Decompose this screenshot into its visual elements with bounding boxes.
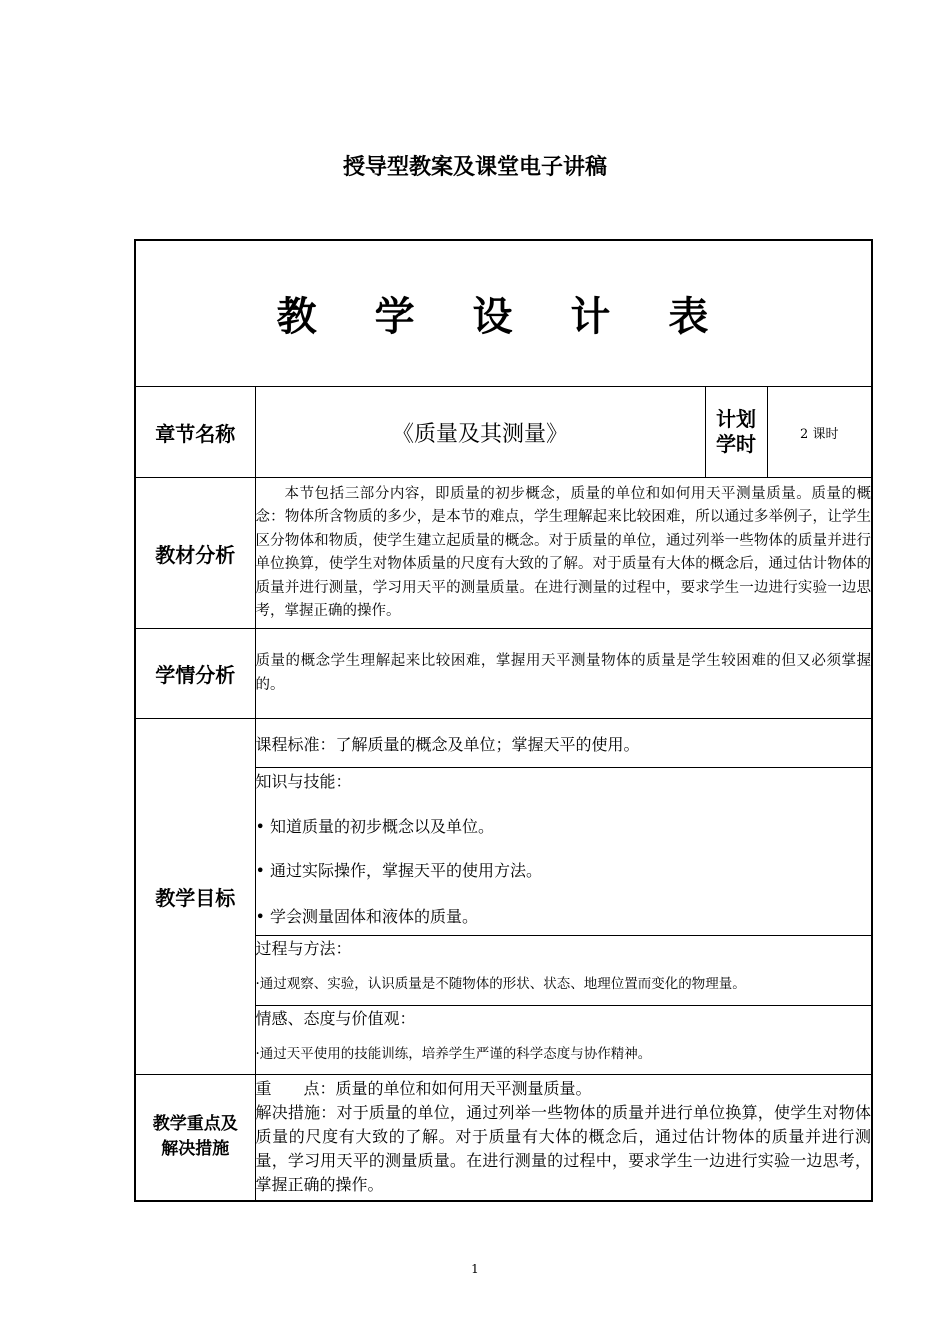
- key-measures: 解决措施：对于质量的单位，通过列举一些物体的质量并进行单位换算，使学生对物体质量的尺度有大致的了解。对于质量有大体的概念后，通过估计物体的质量并进行测量，学习用天平的测量质量。在进行测量的过程中，要求学生一边进行实验一边思考，掌握正确的操作。: [255, 1103, 872, 1195]
- process-text: ·通过观察、实验，认识质量是不随物体的形状、状态、地理位置而变化的物理量。: [255, 976, 746, 992]
- knowledge-skills-section: [255, 768, 872, 936]
- knowledge-heading: 知识与技能：: [255, 772, 352, 791]
- key-points-label-line1: 教学重点及: [152, 1114, 238, 1135]
- table-title: 教 学 设 计 表: [135, 240, 872, 387]
- key-points-content: [255, 1075, 872, 1201]
- process-heading: 过程与方法：: [255, 939, 352, 958]
- knowledge-item: • 学会测量固体和液体的质量。: [255, 907, 479, 926]
- planned-hours-label-line1: 计划: [716, 407, 756, 431]
- key-focus: 重 点：质量的单位和如何用天平测量质量。: [255, 1079, 592, 1099]
- chapter-label: 章节名称: [135, 387, 255, 478]
- material-analysis-label: 教材分析: [135, 478, 255, 629]
- attitude-heading: 情感、态度与价值观：: [255, 1009, 416, 1028]
- planned-hours-value: 2 课时: [767, 387, 872, 478]
- attitude-text: ·通过天平使用的技能训练，培养学生严谨的科学态度与协作精神。: [255, 1046, 652, 1062]
- student-analysis-label: 学情分析: [135, 629, 255, 719]
- knowledge-item: • 通过实际操作，掌握天平的使用方法。: [255, 861, 543, 880]
- page-number: 1: [471, 1262, 479, 1276]
- material-analysis-text: 本节包括三部分内容，即质量的初步概念，质量的单位和如何用天平测量质量。质量的概念：物体所含物质的多少，是本节的难点，学生理解起来比较困难，所以通过多举例子，让学生区分物体和物质，使学生建立起质量的概念。对于质量的单位，通过列举一些物体的质量并进行单位换算，使学生对物体质量的尺度有大致的了解。对于质量有大体的概念后，通过估计物体的质量并进行测量，学习用天平的测量质量。在进行测量的过程中，要求学生一边进行实验一边思考，掌握正确的操作。: [255, 478, 872, 629]
- chapter-name: 《质量及其测量》: [255, 387, 705, 478]
- curriculum-standard: 课程标准：了解质量的概念及单位；掌握天平的使用。: [255, 719, 872, 768]
- teaching-objectives-label: 教学目标: [135, 719, 255, 1075]
- attitude-values-section: [255, 1006, 872, 1075]
- planned-hours-label: [705, 387, 767, 478]
- knowledge-item: • 知道质量的初步概念以及单位。: [255, 817, 495, 836]
- student-analysis-text: 质量的概念学生理解起来比较困难，掌握用天平测量物体的质量是学生较困难的但又必须掌握的。: [255, 629, 872, 719]
- key-points-label-line2: 解决措施: [161, 1139, 230, 1160]
- key-points-label: [135, 1075, 255, 1201]
- teaching-design-table: [134, 239, 873, 1202]
- document-title: 授导型教案及课堂电子讲稿: [342, 155, 607, 180]
- process-methods-section: [255, 936, 872, 1006]
- planned-hours-label-line2: 学时: [716, 432, 756, 456]
